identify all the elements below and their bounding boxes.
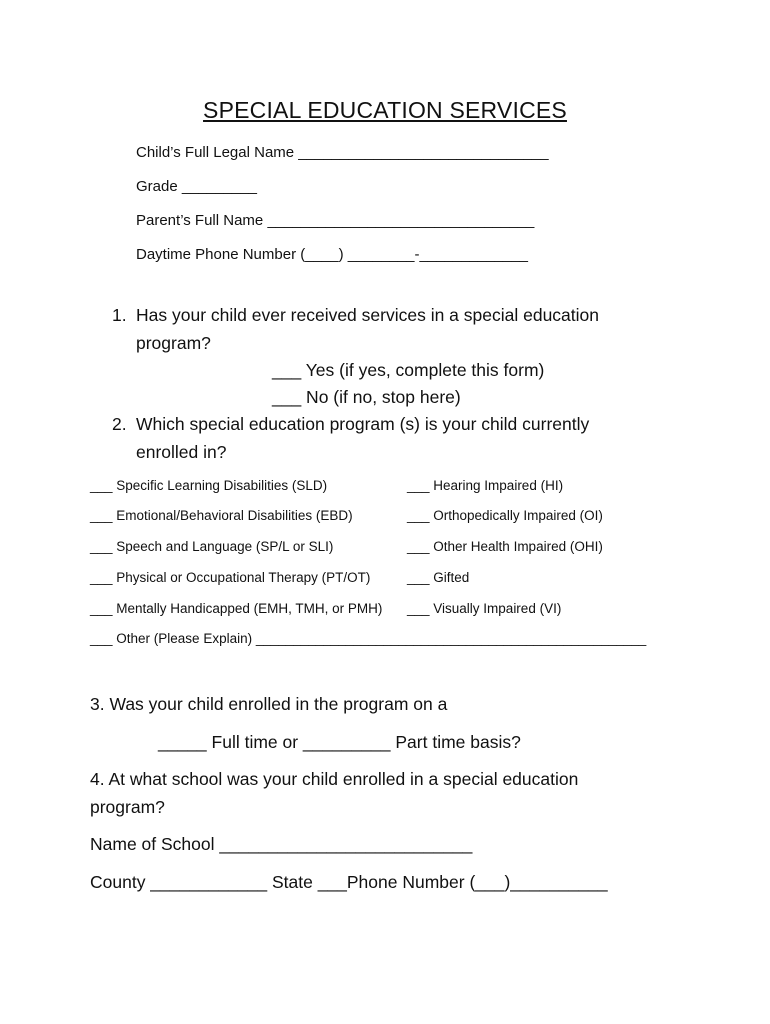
program-mentally-handicapped[interactable]: ___ Mentally Handicapped (EMH, TMH, or PMH) xyxy=(90,601,383,616)
question-1-text-cont: program? xyxy=(136,333,211,353)
question-2-text-cont: enrolled in? xyxy=(136,442,227,462)
question-4-text: 4. At what school was your child enrolled in a special education xyxy=(90,769,579,789)
question-2-text: Which special education program (s) is your child currently xyxy=(136,414,590,434)
program-gifted[interactable]: ___ Gifted xyxy=(407,570,470,585)
option-yes[interactable]: ___ Yes (if yes, complete this form) xyxy=(272,360,545,380)
question-1-number: 1. xyxy=(112,305,127,325)
grade-field[interactable]: Grade _________ xyxy=(136,178,257,195)
program-visually-impaired[interactable]: ___ Visually Impaired (VI) xyxy=(407,601,562,616)
program-other[interactable]: ___ Other (Please Explain) ____________________________________________________ xyxy=(90,631,647,646)
page-title: SPECIAL EDUCATION SERVICES xyxy=(203,97,567,123)
school-name-field[interactable]: Name of School __________________________ xyxy=(90,834,473,854)
phone-field[interactable]: Daytime Phone Number (____) ________-_____________ xyxy=(136,246,528,263)
program-speech-language[interactable]: ___ Speech and Language (SP/L or SLI) xyxy=(90,539,334,554)
program-ebd[interactable]: ___ Emotional/Behavioral Disabilities (EBD) xyxy=(90,508,353,523)
program-orthopedically-impaired[interactable]: ___ Orthopedically Impaired (OI) xyxy=(407,508,603,523)
program-pt-ot[interactable]: ___ Physical or Occupational Therapy (PT/OT) xyxy=(90,570,371,585)
question-3-options[interactable]: _____ Full time or _________ Part time basis? xyxy=(158,732,521,752)
program-sld[interactable]: ___ Specific Learning Disabilities (SLD) xyxy=(90,478,328,493)
parent-name-field[interactable]: Parent’s Full Name ________________________________ xyxy=(136,212,535,229)
question-3-text: 3. Was your child enrolled in the program on a xyxy=(90,694,448,714)
program-hearing-impaired[interactable]: ___ Hearing Impaired (HI) xyxy=(407,478,564,493)
question-4-text-cont: program? xyxy=(90,797,165,817)
county-state-phone-field[interactable]: County ____________ State ___Phone Number (___)__________ xyxy=(90,872,608,892)
child-name-field[interactable]: Child’s Full Legal Name ______________________________ xyxy=(136,144,549,161)
program-other-health-impaired[interactable]: ___ Other Health Impaired (OHI) xyxy=(407,539,603,554)
question-2-number: 2. xyxy=(112,414,127,434)
question-1-text: Has your child ever received services in a special education xyxy=(136,305,600,325)
option-no[interactable]: ___ No (if no, stop here) xyxy=(272,387,461,407)
